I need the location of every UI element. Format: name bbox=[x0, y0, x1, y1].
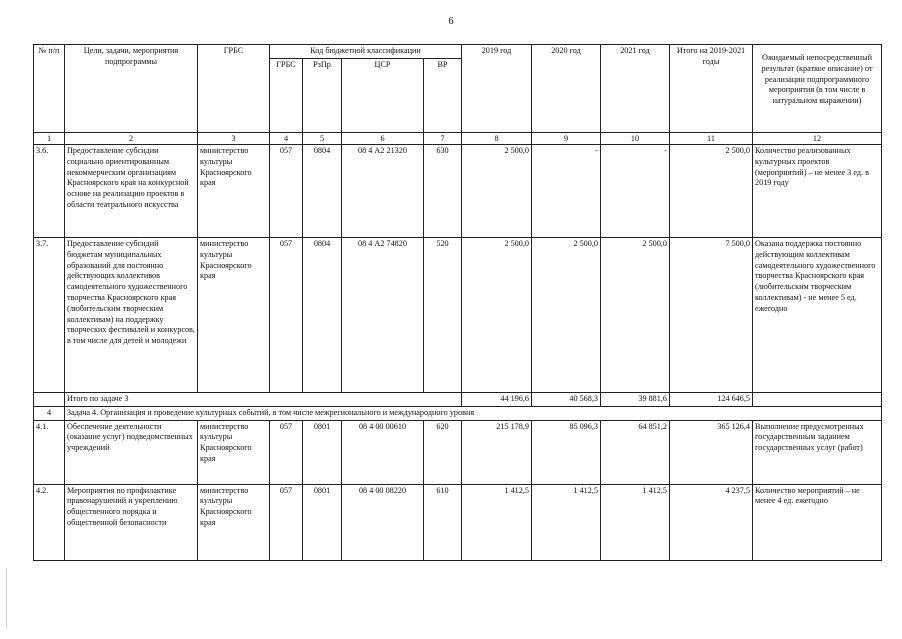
row-result: Выполнение предусмотренных государственным заданием государственных услуг (работ) bbox=[753, 420, 882, 484]
row-grbs: министерство культуры Красноярского края bbox=[198, 420, 270, 484]
table-row bbox=[34, 237, 882, 392]
subtotal-row bbox=[34, 392, 882, 406]
row-vr: 520 bbox=[424, 237, 462, 392]
row-rzpr: 0804 bbox=[303, 237, 342, 392]
col-number: 7 bbox=[424, 132, 462, 144]
subtotal-2021: 39 881,6 bbox=[601, 392, 670, 406]
row-num: 3.7. bbox=[34, 237, 65, 392]
page-number: 6 bbox=[448, 16, 454, 27]
row-rzpr: 0801 bbox=[303, 420, 342, 484]
row-csr: 08 4 00 08220 bbox=[342, 484, 424, 560]
header-grbs: ГРБС bbox=[198, 45, 270, 133]
header-goals: Цели, задачи, мероприятия подпрограммы bbox=[65, 45, 198, 133]
task-row bbox=[34, 406, 882, 420]
column-numbers-row bbox=[34, 132, 882, 144]
row-2020: 2 500,0 bbox=[532, 237, 601, 392]
col-number: 4 bbox=[270, 132, 303, 144]
header-result: Ожидаемый непосредственный результат (краткое описание) от реализации подпрограммного мероприятия (в том числе в натуральном выражении) bbox=[753, 45, 882, 133]
header-kbk-vr: ВР bbox=[424, 58, 462, 132]
col-number: 8 bbox=[462, 132, 532, 144]
row-name: Мероприятия по профилактике правонарушений и укреплению общественного порядка и общественной безопасности bbox=[65, 484, 198, 560]
margin-mark bbox=[6, 568, 7, 628]
header-kbk-rzpr: РзПр bbox=[303, 58, 342, 132]
table-row bbox=[34, 420, 882, 484]
row-csr: 08 4 00 00610 bbox=[342, 420, 424, 484]
row-vr: 630 bbox=[424, 144, 462, 237]
col-number: 10 bbox=[601, 132, 670, 144]
row-total: 365 126,4 bbox=[670, 420, 753, 484]
row-vr: 620 bbox=[424, 420, 462, 484]
row-grbs: министерство культуры Красноярского края bbox=[198, 237, 270, 392]
row-result: Количество реализованных культурных проектов (мероприятий) – не менее 3 ед. в 2019 году bbox=[753, 144, 882, 237]
header-kbk-csr: ЦСР bbox=[342, 58, 424, 132]
row-code: 057 bbox=[270, 420, 303, 484]
row-2019: 2 500,0 bbox=[462, 237, 532, 392]
row-csr: 08 4 А2 74820 bbox=[342, 237, 424, 392]
row-num: 4.1. bbox=[34, 420, 65, 484]
row-num: 3.6. bbox=[34, 144, 65, 237]
subtotal-label: Итого по задаче 3 bbox=[65, 392, 462, 406]
col-number: 3 bbox=[198, 132, 270, 144]
row-grbs: министерство культуры Красноярского края bbox=[198, 144, 270, 237]
row-2019: 2 500,0 bbox=[462, 144, 532, 237]
subtotal-total: 124 646,5 bbox=[670, 392, 753, 406]
header-2021: 2021 год bbox=[601, 45, 670, 133]
row-result: Количество мероприятий – не менее 4 ед. ежегодно bbox=[753, 484, 882, 560]
task-num: 4 bbox=[34, 406, 65, 420]
row-grbs: министерство культуры Красноярского края bbox=[198, 484, 270, 560]
row-2021: 64 851,2 bbox=[601, 420, 670, 484]
row-2021: 2 500,0 bbox=[601, 237, 670, 392]
row-name: Предоставление субсидий бюджетам муниципальных образований для постоянно действующих коллективов самодеятельного художественного творчества Красноярского края (любительским творческим коллективам) на поддержку творческих фестивалей и конкурсов, в том числе для детей и молодежи bbox=[65, 237, 198, 392]
row-code: 057 bbox=[270, 237, 303, 392]
header-total: Итого на 2019-2021 годы bbox=[670, 45, 753, 133]
row-vr: 610 bbox=[424, 484, 462, 560]
row-2020: 85 096,3 bbox=[532, 420, 601, 484]
row-2019: 215 178,9 bbox=[462, 420, 532, 484]
row-total: 4 237,5 bbox=[670, 484, 753, 560]
col-number: 6 bbox=[342, 132, 424, 144]
col-number: 9 bbox=[532, 132, 601, 144]
row-csr: 08 4 А2 21320 bbox=[342, 144, 424, 237]
row-num: 4.2. bbox=[34, 484, 65, 560]
subtotal-2019: 44 196,6 bbox=[462, 392, 532, 406]
row-name: Обеспечение деятельности (оказание услуг) подведомственных учреждений bbox=[65, 420, 198, 484]
row-name: Предоставление субсидии социально ориентированным некоммерческим организациям Красноярского края на конкурсной основе на реализацию проектов в области театрального искусства bbox=[65, 144, 198, 237]
header-num: № п/п bbox=[34, 45, 65, 133]
subtotal-result bbox=[753, 392, 882, 406]
header-2020: 2020 год bbox=[532, 45, 601, 133]
header-kbk: Код бюджетной классификации bbox=[270, 45, 462, 59]
table-row bbox=[34, 144, 882, 237]
row-code: 057 bbox=[270, 484, 303, 560]
table-row bbox=[34, 484, 882, 560]
col-number: 1 bbox=[34, 132, 65, 144]
col-number: 12 bbox=[753, 132, 882, 144]
row-rzpr: 0804 bbox=[303, 144, 342, 237]
row-2021: 1 412,5 bbox=[601, 484, 670, 560]
row-2021: - bbox=[601, 144, 670, 237]
subtotal-num bbox=[34, 392, 65, 406]
header-2019: 2019 год bbox=[462, 45, 532, 133]
row-total: 7 500,0 bbox=[670, 237, 753, 392]
col-number: 5 bbox=[303, 132, 342, 144]
budget-table bbox=[33, 44, 882, 561]
row-total: 2 500,0 bbox=[670, 144, 753, 237]
row-2020: 1 412,5 bbox=[532, 484, 601, 560]
task-label: Задача 4. Организация и проведение культурных событий, в том числе межрегионального и международного уровня bbox=[65, 406, 882, 420]
row-code: 057 bbox=[270, 144, 303, 237]
header-kbk-grbs: ГРБС bbox=[270, 58, 303, 132]
row-2019: 1 412,5 bbox=[462, 484, 532, 560]
col-number: 11 bbox=[670, 132, 753, 144]
row-rzpr: 0801 bbox=[303, 484, 342, 560]
row-2020: - bbox=[532, 144, 601, 237]
col-number: 2 bbox=[65, 132, 198, 144]
row-result: Оказана поддержка постоянно действующим коллективам самодеятельного художественного творчества Красноярского края (любительским творческим коллективам) - не менее 5 ед. ежегодно bbox=[753, 237, 882, 392]
subtotal-2020: 40 568,3 bbox=[532, 392, 601, 406]
